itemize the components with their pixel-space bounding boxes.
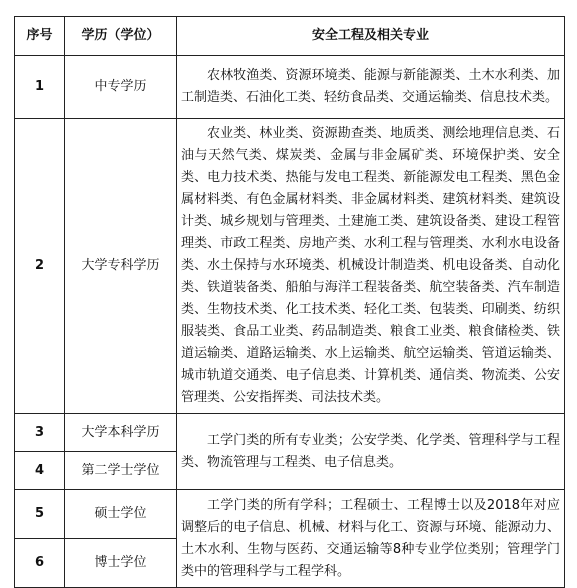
merged-majors-undergrad: 工学门类的所有专业类；公安学类、化学类、管理科学与工程类、物流管理与工程类、电子信息类。 — [177, 414, 565, 490]
table-header-row — [15, 17, 565, 56]
row-majors: 农业类、林业类、资源勘查类、地质类、测绘地理信息类、石油与天然气类、煤炭类、金属与非金属矿类、环境保护类、安全类、电力技术类、热能与发电工程类、新能源发电工程类、黑色金属材料类、有色金属材料类、非金属材料类、建筑材料类、建筑设计类、城乡规划与管理类、土建施工类、建筑设备类、建设工程管理类、市政工程类、房地产类、水利工程与管理类、水利水电设备类、水土保持与水环境类、机械设计制造类、机电设备类、自动化类、铁道装备类、船舶与海洋工程装备类、航空装备类、汽车制造类、生物技术类、化工技术类、轻化工类、包装类、印刷类、纺织服装类、食品工业类、药品制造类、粮食工业类、粮食储检类、铁道运输类、道路运输类、水上运输类、航空运输类、管道运输类、城市轨道交通类、电子信息类、计算机类、通信类、物流类、公安管理类、公安指挥类、司法技术类。 — [177, 119, 565, 414]
row-degree: 中专学历 — [65, 56, 177, 119]
row-number: 2 — [15, 119, 65, 414]
table-row — [15, 414, 565, 452]
row-degree: 博士学位 — [65, 539, 177, 588]
table-row — [15, 490, 565, 539]
merged-majors-graduate: 工学门类的所有学科；工程硕士、工程博士以及2018年对应调整后的电子信息、机械、材料与化工、资源与环境、能源动力、土木水利、生物与医药、交通运输等8种专业学位类别；管理学门类中的管理科学与工程学科。 — [177, 490, 565, 588]
row-number: 1 — [15, 56, 65, 119]
row-number: 3 — [15, 414, 65, 452]
row-number: 6 — [15, 539, 65, 588]
document-page — [14, 16, 564, 588]
header-number: 序号 — [15, 17, 65, 56]
row-degree: 硕士学位 — [65, 490, 177, 539]
header-majors: 安全工程及相关专业 — [177, 17, 565, 56]
table-row — [15, 56, 565, 119]
row-degree: 大学本科学历 — [65, 414, 177, 452]
row-number: 5 — [15, 490, 65, 539]
row-degree: 大学专科学历 — [65, 119, 177, 414]
row-majors: 农林牧渔类、资源环境类、能源与新能源类、土木水利类、加工制造类、石油化工类、轻纺食品类、交通运输类、信息技术类。 — [177, 56, 565, 119]
row-number: 4 — [15, 452, 65, 490]
row-degree: 第二学士学位 — [65, 452, 177, 490]
major-requirements-table — [14, 16, 565, 588]
table-row — [15, 119, 565, 414]
header-degree: 学历（学位） — [65, 17, 177, 56]
